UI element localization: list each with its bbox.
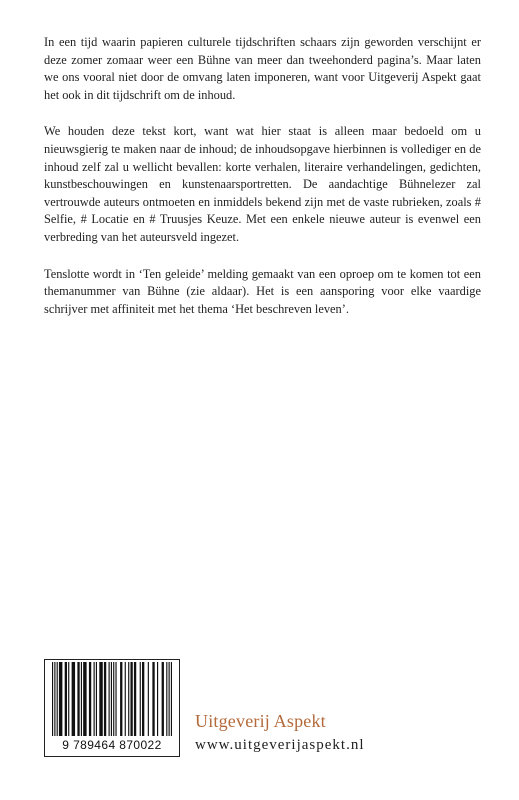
barcode-bar (128, 662, 129, 736)
isbn-number: 9 789464 870022 (62, 738, 162, 752)
barcode-bar (77, 662, 79, 736)
intro-paragraph: In een tijd waarin papieren culturele tijdschriften schaars zijn geworden verschijnt er deze zomer zomaar weer een Bühne van meer dan tweehonderd pagina’s. Maar laten we ons vooral niet door de omvang laten imponeren, want voor Uitgeverij Aspekt gaat het ook in dit tijdschrift om de inhoud. (44, 35, 481, 102)
barcode-bar (152, 662, 154, 736)
barcode-bar (125, 662, 126, 736)
barcode-bar (99, 662, 102, 736)
barcode-bar (59, 662, 62, 736)
barcode-bar (148, 662, 149, 736)
barcode-bar (81, 662, 82, 736)
barcode-bar (140, 662, 141, 736)
closing-paragraph: Tenslotte wordt in ‘Ten geleide’ melding gemaakt van een oproep om te komen tot een themanummer van Bühne (zie aldaar). Het is een aansporing voor elke vaardige schrijver met affiniteit met het thema ‘Het beschreven leven’. (44, 266, 481, 316)
publisher-website: www.uitgeverijaspekt.nl (195, 737, 365, 753)
barcode-bar (157, 662, 158, 736)
barcode-bar (104, 662, 106, 736)
barcode-bar (169, 662, 170, 736)
barcode-bar (113, 662, 114, 736)
barcode-bar (57, 662, 58, 736)
isbn-barcode (44, 659, 180, 757)
barcode-bar (109, 662, 110, 736)
barcode-bars-icon (52, 662, 172, 740)
barcode-bar (94, 662, 95, 736)
barcode-bar (162, 662, 164, 736)
barcode-bar (115, 662, 116, 736)
barcode-bar (83, 662, 86, 736)
barcode-bar (54, 662, 55, 736)
barcode-bar (166, 662, 167, 736)
barcode-bar (134, 662, 136, 736)
barcode-bar (52, 662, 53, 736)
publisher-name: Uitgeverij Aspekt (195, 711, 326, 731)
barcode-bar (72, 662, 75, 736)
barcode-bar (65, 662, 67, 736)
barcode-bar (89, 662, 91, 736)
barcode-bar (120, 662, 122, 736)
barcode-bar (111, 662, 112, 736)
barcode-bar (96, 662, 97, 736)
barcode-bar (68, 662, 69, 736)
barcode-bar (171, 662, 172, 736)
barcode-bar (130, 662, 132, 736)
barcode-bar (142, 662, 144, 736)
back-cover-text (44, 34, 481, 337)
contents-paragraph: We houden deze tekst kort, want wat hier staat is alleen maar bedoeld om u nieuwsgierig te maken naar de inhoud; de inhoudsopgave hierbinnen is vollediger en de inhoud zelf zal u wellicht bevallen: korte verhalen, literaire verhandelingen, gedichten, kunstbeschouwingen en kunstenaarsportretten. De aandachtige Bühnelezer zal vertrouwde auteurs ontmoeten en inmiddels bekend zijn met de vaste rubrieken, zoals # Selfie, # Locatie en # Truusjes Keuze. Met een enkele nieuwe auteur is evenwel een verbreding van het auteursveld ingezet. (44, 124, 481, 244)
